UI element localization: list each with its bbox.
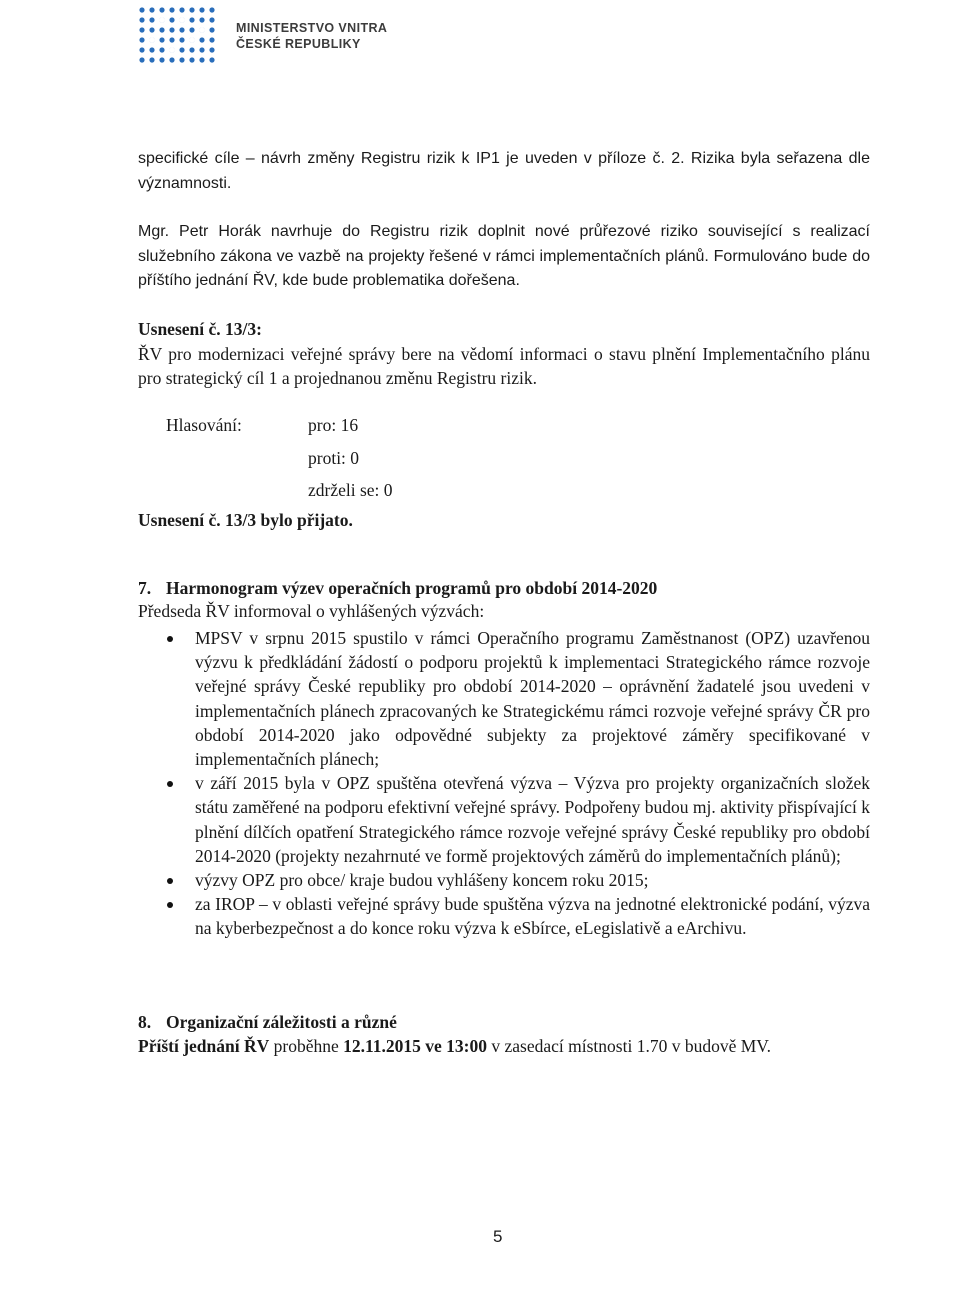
section7-intro: Předseda ŘV informoval o vyhlášených výzvách: (138, 601, 485, 621)
page-number: 5 (493, 1227, 503, 1246)
bullet-icon (167, 781, 173, 787)
vote-proti: proti: 0 (308, 448, 360, 468)
list-item (138, 771, 870, 868)
list-item (138, 626, 870, 771)
ministry-name-line1: MINISTERSTVO VNITRA (236, 21, 388, 35)
list-item-text: výzvy OPZ pro obce/ kraje budou vyhlášeny koncem roku 2015; (195, 870, 649, 891)
list-item (138, 892, 870, 940)
next-meeting-mid: proběhne (269, 1036, 344, 1056)
logo-dots-icon (136, 2, 236, 64)
bullet-icon (167, 636, 173, 642)
next-meeting-date: 12.11.2015 ve 13:00 (343, 1036, 488, 1056)
vote-zdrzeli: zdrželi se: 0 (308, 480, 393, 500)
section7-title: Harmonogram výzev operačních programů pro období 2014-2020 (166, 578, 658, 598)
resolution-block (138, 317, 870, 391)
calls-list (138, 626, 870, 941)
next-meeting-label: Příští jednání ŘV (138, 1036, 270, 1056)
section8-number: 8. (138, 1012, 152, 1032)
vote-label: Hlasování: (166, 415, 242, 435)
paragraph-risk-register: specifické cíle – návrh změny Registru rizik k IP1 je uveden v příloze č. 2. Rizika byla seřazena dle významnosti. (138, 150, 870, 192)
resolution-title: Usnesení č. 13/3: (138, 319, 262, 339)
list-item (138, 868, 870, 892)
next-meeting-place: v zasedací místnosti 1.70 v budově MV. (487, 1036, 772, 1056)
ministry-name (236, 20, 387, 52)
list-item-text: v září 2015 byla v OPZ spuštěna otevřená výzva – Výzva pro projekty organizačních složek státu zaměřené na podporu efektivní veřejné správy. Podpořeny budou mj. aktivity přispívající k plnění dílčích opatření Strategického rámce rozvoje veřejné správy České republiky pro období 2014-2020 (projekty nezahrnuté ve formě projektových záměrů do implementačních plánů); (195, 773, 870, 866)
bullet-icon (167, 902, 173, 908)
section8-title: Organizační záležitosti a různé (166, 1012, 397, 1032)
vote-pro: pro: 16 (308, 415, 359, 435)
section7-number: 7. (138, 578, 152, 598)
vote-result: Usnesení č. 13/3 bylo přijato. (138, 510, 353, 530)
ministry-name-line2: ČESKÉ REPUBLIKY (236, 37, 361, 51)
list-item-text: MPSV v srpnu 2015 spustilo v rámci Operačního programu Zaměstnanost (OPZ) uzavřenou výzvu k předkládání žádostí o podporu projektů k implementaci Strategického rámce rozvoje veřejné správy České republiky pro období 2014-2020 – oprávnění žadatelé jsou uvedeni v implementačních plánech zpracovaných ke Strategickému rámci rozvoje veřejné správy ČR pro období 2014-2020 jako odpovědné subjekty za projektové záměry specifikované v implementačních plánech; (195, 628, 870, 770)
next-meeting (138, 1034, 870, 1059)
resolution-text: ŘV pro modernizaci veřejné správy bere na vědomí informaci o stavu plnění Implementačního plánu pro strategický cíl 1 a projednanou změnu Registru rizik. (138, 343, 870, 388)
bullet-icon (167, 878, 173, 884)
list-item-text: za IROP – v oblasti veřejné správy bude spuštěna výzva na jednotné elektronické podání, výzva na kyberbezpečnost a do konce roku výzva k eSbírce, eLegislativě a eArchivu. (195, 894, 870, 939)
paragraph-horak-proposal: Mgr. Petr Horák navrhuje do Registru rizik doplnit nové průřezové riziko související s realizací služebního zákona ve vazbě na projekty řešené v rámci implementačních plánů. Formulováno bude do příštího jednání ŘV, kde bude problematika dořešena. (138, 223, 870, 289)
